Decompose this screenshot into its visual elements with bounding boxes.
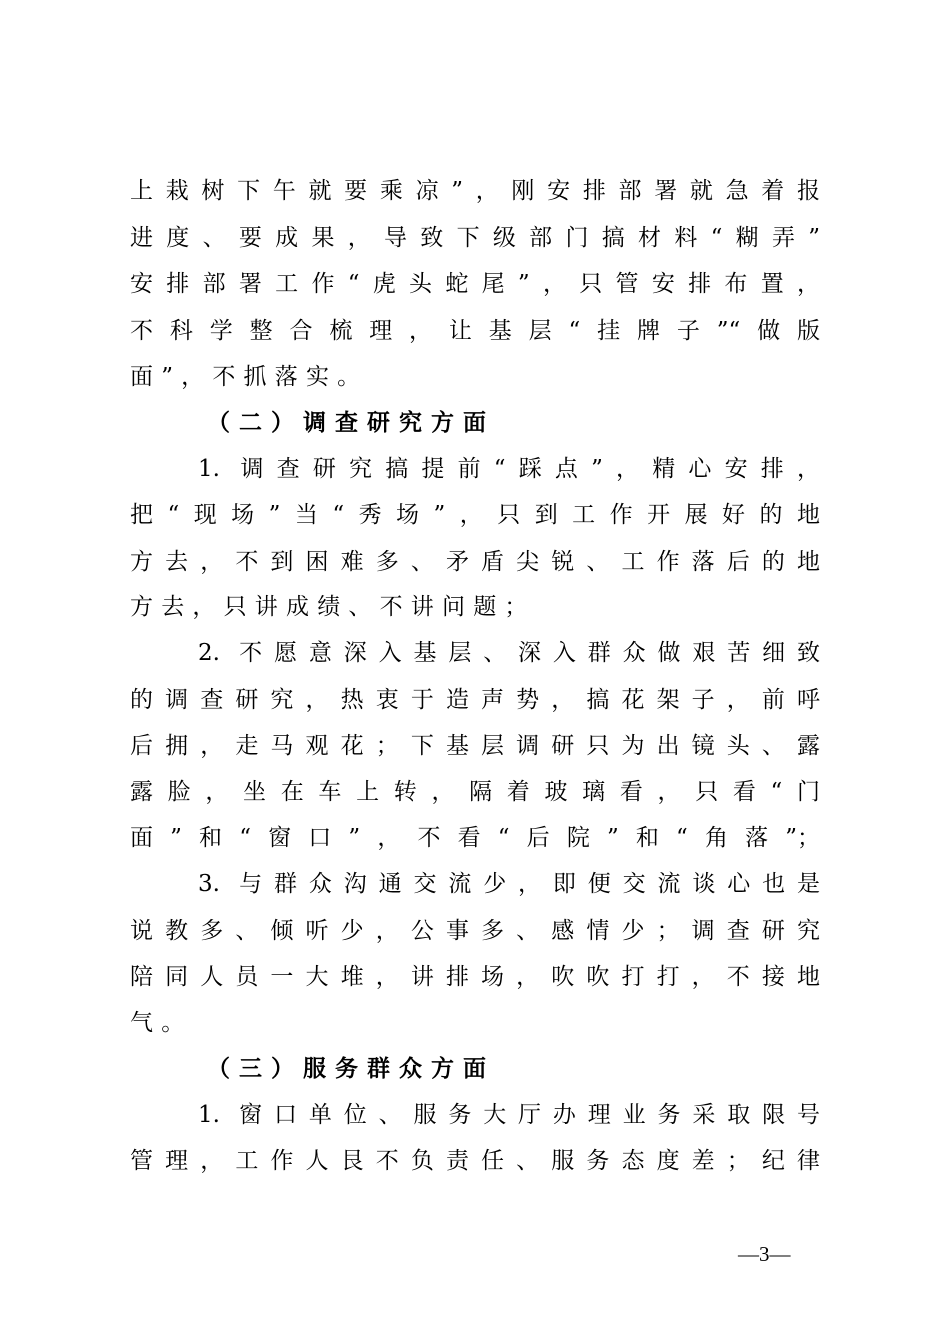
section-heading: （三）服务群众方面	[207, 1055, 495, 1082]
body-text-line: 把“现场”当“秀场”，只到工作开展好的地	[130, 502, 820, 528]
body-text-line: 1. 调查研究搞提前“踩点”，精心安排，	[198, 456, 820, 482]
body-text-line: 3. 与群众沟通交流少，即便交流谈心也是	[198, 871, 820, 897]
body-text-line: 2. 不愿意深入基层、深入群众做艰苦细致	[198, 640, 820, 666]
body-text-line: 说教多、倾听少，公事多、感情少；调查研究	[130, 918, 820, 944]
body-text-line: 管理，工作人艮不负责任、服务态度差；纪律	[130, 1148, 820, 1174]
body-text-line: 不科学整合梳理，让基层“挂牌子”“做版	[130, 318, 820, 344]
body-text-line: 安排部署工作“虎头蛇尾”，只管安排布置，	[130, 271, 820, 297]
body-text-line: 1. 窗口单位、服务大厅办理业务采取限号	[198, 1102, 820, 1128]
body-text-line: 上栽树下午就要乘凉”，刚安排部署就急着报	[130, 178, 820, 204]
body-text-line: 的调查研究，热衷于造声势，搞花架子，前呼	[130, 687, 820, 713]
body-text-line: 气。	[130, 1010, 193, 1036]
body-text-line: 方去，不到困难多、矛盾尖锐、工作落后的地	[130, 549, 820, 575]
body-text-line: 后拥，走马观花；下基层调研只为出镜头、露	[130, 733, 820, 759]
body-text-line: 面”和“窗口”，不看“后院”和“角落”；	[130, 825, 820, 851]
page-number: —3—	[738, 1242, 791, 1266]
section-heading: （二）调查研究方面	[207, 409, 495, 436]
body-text-line: 陪同人员一大堆，讲排场，吹吹打打，不接地	[130, 964, 820, 990]
body-text-line: 方去，只讲成绩、不讲问题；	[130, 594, 536, 620]
body-text-line: 露脸，坐在车上转，隔着玻璃看，只看“门	[130, 779, 820, 805]
body-text-line: 面”，不抓落实。	[130, 364, 369, 390]
body-text-line: 进度、要成果，导致下级部门搞材料“糊弄”	[130, 225, 820, 251]
